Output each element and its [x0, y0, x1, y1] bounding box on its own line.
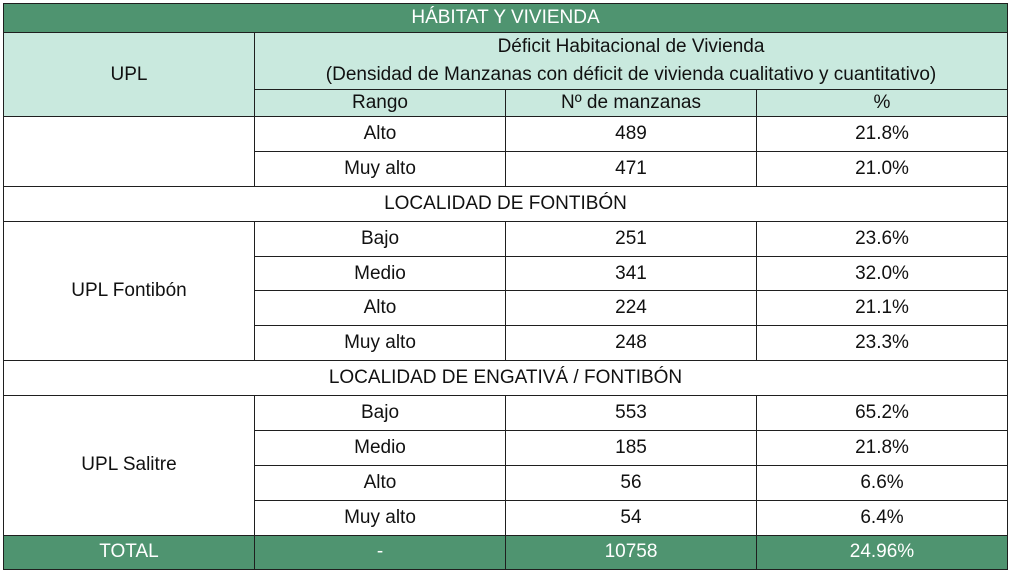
- locality-heading-fontibon: LOCALIDAD DE FONTIBÓN: [4, 186, 1008, 221]
- empty-upl-cell: [4, 117, 255, 187]
- rango-column-header: Rango: [255, 90, 506, 117]
- table-row: [4, 396, 1008, 431]
- rango-cell: Medio: [255, 256, 506, 291]
- rango-cell: Alto: [255, 291, 506, 326]
- rango-cell: Muy alto: [255, 500, 506, 535]
- table-title: HÁBITAT Y VIVIENDA: [4, 4, 1008, 33]
- deficit-subtitle: (Densidad de Manzanas con déficit de vivienda cualitativo y cuantitativo): [325, 64, 937, 85]
- manzanas-cell: 185: [506, 431, 757, 466]
- rango-cell: Muy alto: [255, 151, 506, 186]
- total-pct: 24.96%: [757, 535, 1008, 569]
- total-label: TOTAL: [4, 535, 255, 569]
- pct-cell: 23.3%: [757, 326, 1008, 361]
- upl-name-cell: UPL Fontibón: [4, 221, 255, 361]
- manzanas-cell: 471: [506, 151, 757, 186]
- manzanas-cell: 224: [506, 291, 757, 326]
- pct-column-header: %: [757, 90, 1008, 117]
- pct-cell: 21.1%: [757, 291, 1008, 326]
- pct-cell: 6.6%: [757, 465, 1008, 500]
- pct-cell: 65.2%: [757, 396, 1008, 431]
- pct-cell: 32.0%: [757, 256, 1008, 291]
- manzanas-cell: 248: [506, 326, 757, 361]
- rango-cell: Medio: [255, 431, 506, 466]
- pct-cell: 23.6%: [757, 221, 1008, 256]
- upl-name-cell: UPL Salitre: [4, 396, 255, 536]
- pct-cell: 6.4%: [757, 500, 1008, 535]
- total-row: [4, 535, 1008, 569]
- table-row: [4, 221, 1008, 256]
- rango-cell: Bajo: [255, 221, 506, 256]
- total-manzanas: 10758: [506, 535, 757, 569]
- locality-heading-engativa-fontibon: LOCALIDAD DE ENGATIVÁ / FONTIBÓN: [4, 361, 1008, 396]
- manzanas-cell: 54: [506, 500, 757, 535]
- rango-cell: Alto: [255, 465, 506, 500]
- deficit-table: [3, 3, 1008, 570]
- manzanas-column-header: Nº de manzanas: [506, 90, 757, 117]
- rango-cell: Alto: [255, 117, 506, 152]
- deficit-header: [255, 33, 1008, 90]
- table-row: [4, 117, 1008, 152]
- manzanas-cell: 341: [506, 256, 757, 291]
- rango-cell: Muy alto: [255, 326, 506, 361]
- manzanas-cell: 251: [506, 221, 757, 256]
- pct-cell: 21.8%: [757, 117, 1008, 152]
- pct-cell: 21.0%: [757, 151, 1008, 186]
- rango-cell: Bajo: [255, 396, 506, 431]
- total-rango: -: [255, 535, 506, 569]
- manzanas-cell: 489: [506, 117, 757, 152]
- upl-column-header: UPL: [4, 33, 255, 117]
- manzanas-cell: 56: [506, 465, 757, 500]
- deficit-title: Déficit Habitacional de Vivienda: [497, 36, 765, 57]
- pct-cell: 21.8%: [757, 431, 1008, 466]
- manzanas-cell: 553: [506, 396, 757, 431]
